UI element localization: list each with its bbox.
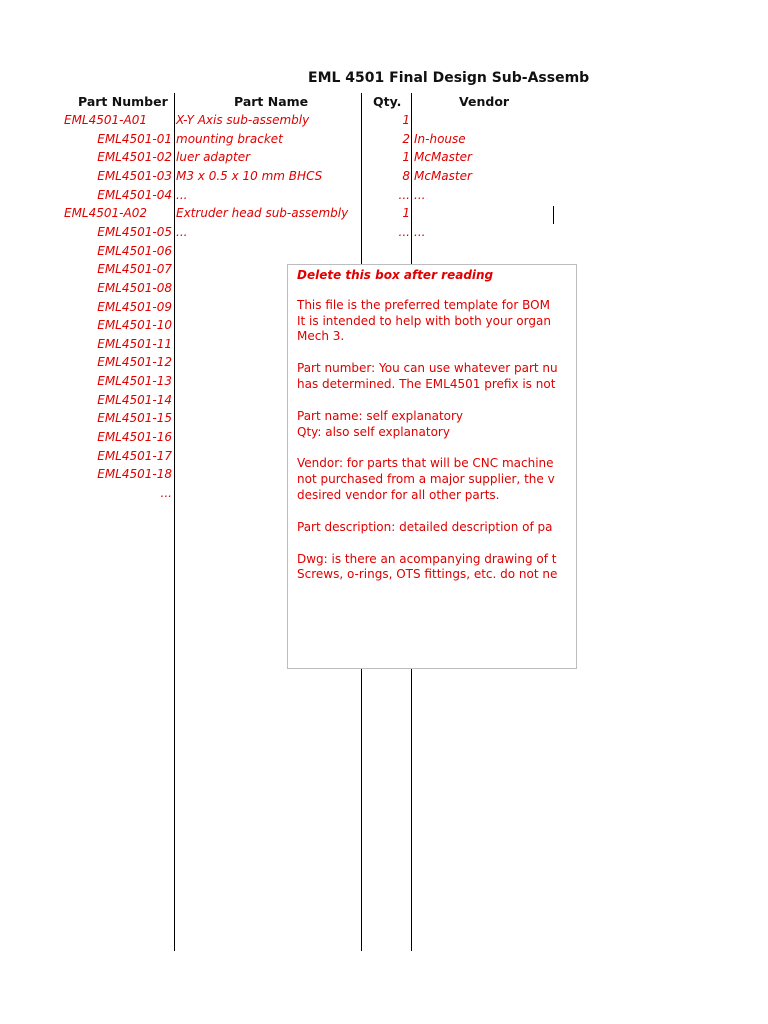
cell-qty[interactable]: ... xyxy=(398,224,410,239)
note-line: Qty: also self explanatory xyxy=(297,424,450,439)
note-line: Part name: self explanatory xyxy=(297,408,464,423)
note-heading: Delete this box after reading xyxy=(297,268,494,282)
note-line: Part description: detailed description of pa xyxy=(297,519,553,534)
cell-part-number[interactable]: EML4501-14 xyxy=(97,392,172,407)
cell-part-number[interactable]: EML4501-18 xyxy=(97,467,172,482)
header-part-number: Part Number xyxy=(78,94,168,109)
note-line: has determined. The EML4501 prefix is not xyxy=(297,376,556,391)
cell-vendor[interactable]: ... xyxy=(414,187,426,202)
table-row xyxy=(0,204,555,223)
cell-qty[interactable]: 1 xyxy=(402,113,410,127)
cell-qty[interactable]: 1 xyxy=(402,150,410,165)
header-part-name: Part Name xyxy=(234,94,309,109)
header-qty: Qty. xyxy=(373,94,402,109)
note-line: This file is the preferred template for BOM xyxy=(297,297,550,312)
cell-part-number[interactable]: EML4501-06 xyxy=(97,243,172,258)
note-paragraph xyxy=(297,409,656,441)
note-line: Vendor: for parts that will be CNC machine xyxy=(297,456,554,471)
cell-part-name[interactable]: M3 x 0.5 x 10 mm BHCS xyxy=(176,168,323,183)
table-row xyxy=(0,111,555,130)
table-row xyxy=(0,148,555,167)
cell-part-number[interactable]: EML4501-07 xyxy=(97,262,172,277)
table-row xyxy=(0,167,555,186)
sheet-title: EML 4501 Final Design Sub-Assemb xyxy=(308,70,590,86)
cell-part-name[interactable]: ... xyxy=(176,224,188,239)
cell-part-number[interactable]: EML4501-A01 xyxy=(64,113,147,127)
cell-part-number[interactable]: EML4501-08 xyxy=(97,280,172,295)
note-line: Mech 3. xyxy=(297,329,345,344)
cell-part-number[interactable]: EML4501-15 xyxy=(97,411,172,426)
cell-part-number[interactable]: ... xyxy=(160,486,172,500)
note-body xyxy=(297,298,656,583)
cell-part-number[interactable]: EML4501-12 xyxy=(97,355,172,370)
note-paragraph xyxy=(297,456,656,503)
cell-part-name[interactable]: luer adapter xyxy=(176,150,251,165)
cell-part-number[interactable]: EML4501-04 xyxy=(97,187,172,202)
cell-part-name[interactable]: ... xyxy=(176,187,188,202)
cell-part-number[interactable]: EML4501-01 xyxy=(97,131,172,146)
cell-vendor[interactable]: ... xyxy=(414,224,426,239)
table-row xyxy=(0,130,555,149)
instruction-text-box[interactable] xyxy=(287,264,577,669)
cell-part-number[interactable]: EML4501-03 xyxy=(97,168,172,183)
cell-part-name[interactable]: mounting bracket xyxy=(176,131,283,146)
cell-part-number[interactable]: EML4501-09 xyxy=(97,299,172,314)
note-line: Part number: You can use whatever part nu xyxy=(297,361,558,376)
cell-qty[interactable]: 8 xyxy=(402,168,410,183)
cell-qty[interactable]: 1 xyxy=(402,206,410,221)
note-line: Dwg: is there an acompanying drawing of t xyxy=(297,551,557,566)
note-paragraph xyxy=(297,552,656,584)
cell-vendor[interactable]: In-house xyxy=(414,131,466,146)
cell-part-number[interactable]: EML4501-16 xyxy=(97,430,172,445)
header-vendor: Vendor xyxy=(459,94,510,109)
cell-part-number[interactable]: EML4501-17 xyxy=(97,448,172,463)
note-paragraph xyxy=(297,520,656,536)
cell-part-number[interactable]: EML4501-05 xyxy=(97,224,172,239)
cell-part-number[interactable]: EML4501-11 xyxy=(97,336,172,351)
note-line: Screws, o-rings, OTS fittings, etc. do not ne xyxy=(297,567,558,582)
cell-qty[interactable]: 2 xyxy=(402,131,410,146)
cell-qty[interactable]: ... xyxy=(398,187,410,202)
note-paragraph xyxy=(297,361,656,393)
cell-part-number[interactable]: EML4501-13 xyxy=(97,374,172,389)
cell-vendor[interactable]: McMaster xyxy=(414,150,472,165)
cell-part-number[interactable]: EML4501-02 xyxy=(97,150,172,165)
cell-part-name[interactable]: Extruder head sub-assembly xyxy=(176,206,349,221)
table-row xyxy=(0,186,555,205)
cell-part-name[interactable]: X-Y Axis sub-assembly xyxy=(176,113,310,127)
note-line: It is intended to help with both your organ xyxy=(297,313,551,328)
table-row xyxy=(0,242,555,261)
cell-cursor xyxy=(553,206,554,224)
cell-part-number[interactable]: EML4501-A02 xyxy=(64,206,147,221)
note-line: desired vendor for all other parts. xyxy=(297,487,500,502)
table-row xyxy=(0,223,555,242)
cell-vendor[interactable]: McMaster xyxy=(414,168,472,183)
note-line: not purchased from a major supplier, the v xyxy=(297,472,555,487)
cell-part-number[interactable]: EML4501-10 xyxy=(97,318,172,333)
note-paragraph xyxy=(297,298,656,345)
